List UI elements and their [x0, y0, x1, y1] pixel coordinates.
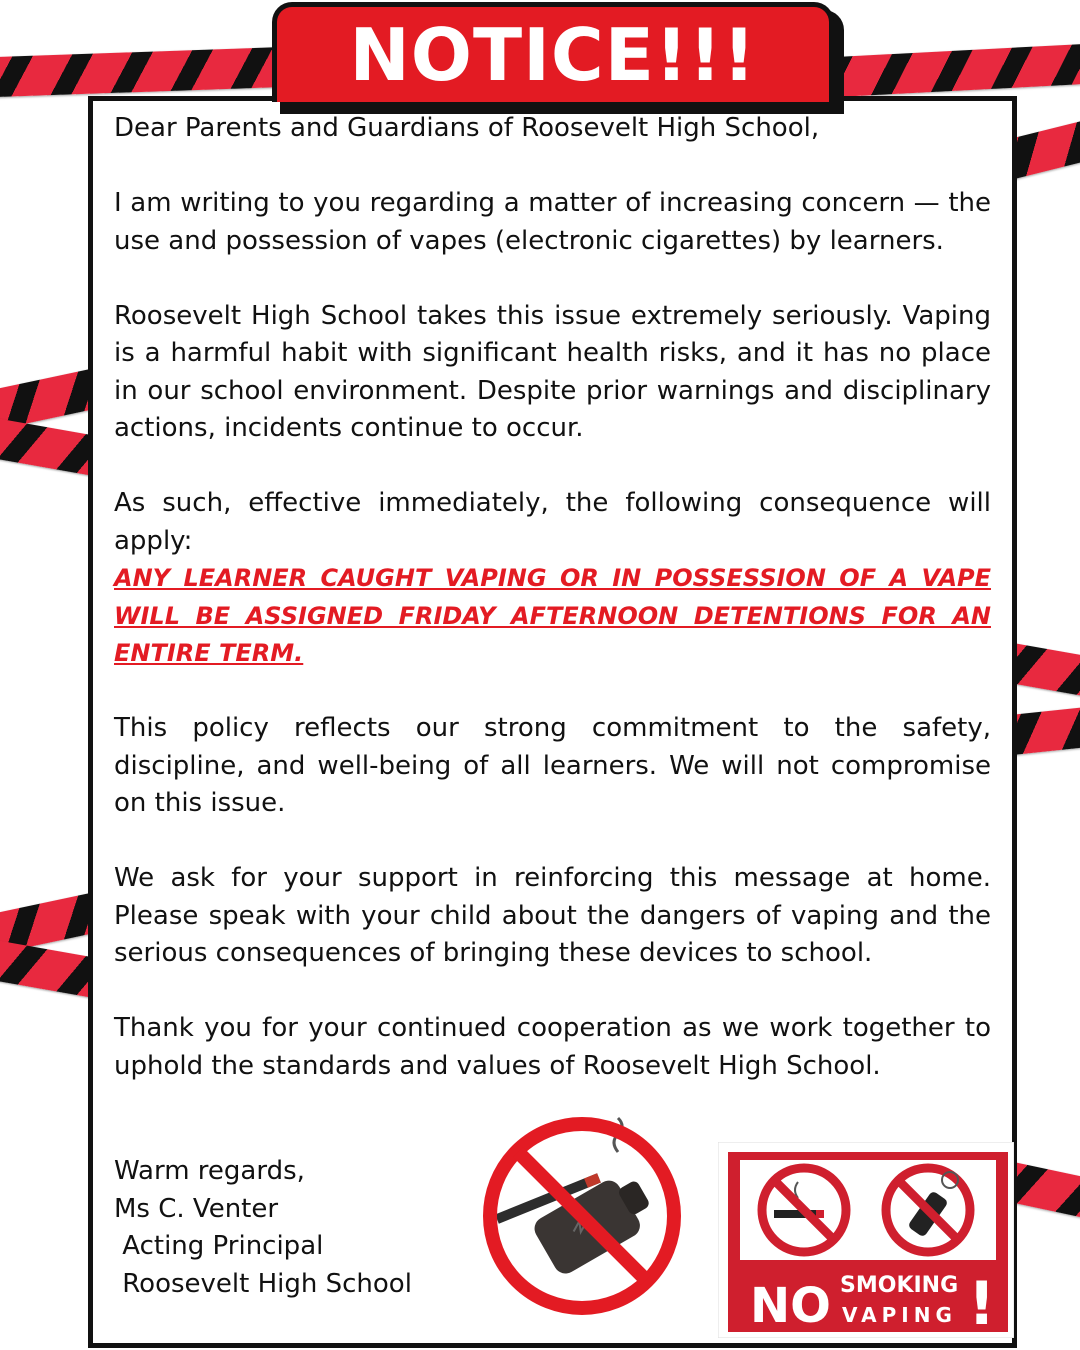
paragraph-thanks: Thank you for your continued cooperation as we work together to uphold the standards and values of Roosevelt High School. [114, 1013, 991, 1081]
signer-title: Acting Principal [114, 1231, 324, 1261]
consequence-warning: ANY LEARNER CAUGHT VAPING OR IN POSSESSION OF A VAPE WILL BE ASSIGNED FRIDAY AFTERNOON DETENTIONS FOR AN ENTIRE TERM. [114, 564, 991, 667]
signer-school: Roosevelt High School [114, 1268, 412, 1299]
notice-banner [272, 2, 834, 102]
paragraph-commitment: This policy reflects our strong commitment to the safety, discipline, and well-being of all learners. We will not compromise on this issue. [114, 713, 991, 818]
sign-smoking-text: SMOKING [840, 1273, 959, 1298]
caution-tape [829, 43, 1080, 98]
notice-title: NOTICE!!! [349, 12, 757, 97]
signer-name: Ms C. Venter [114, 1193, 279, 1224]
paragraph-seriousness: Roosevelt High School takes this issue extremely seriously. Vaping is a harmful habit with significant health risks, and it has no place in our school environment. Despite prior warnings and disciplinary actions, incidents continue to occur. [114, 300, 991, 443]
paragraph-concern: I am writing to you regarding a matter of increasing concern — the use and possession of vapes (electronic cigarettes) by learners. [114, 188, 991, 256]
salutation: Dear Parents and Guardians of Roosevelt High School, [114, 113, 820, 143]
sign-vaping-text: VAPING [842, 1303, 957, 1327]
letter-body [114, 110, 991, 1085]
sign-graphic [718, 1142, 1014, 1338]
paragraph-consequence-intro: As such, effective immediately, the following consequence will apply: [114, 488, 991, 556]
signature-block [114, 1153, 412, 1303]
no-vape-icon [478, 1112, 686, 1320]
no-smoking-no-vaping-sign [718, 1142, 1014, 1338]
caution-tape [0, 47, 291, 97]
closing: Warm regards, [114, 1156, 305, 1186]
sign-no-text: NO [750, 1278, 831, 1334]
sign-exclaim-text: ! [968, 1269, 996, 1338]
paragraph-support: We ask for your support in reinforcing this message at home. Please speak with your child about the dangers of vaping and the serious consequences of bringing these devices to school. [114, 863, 991, 968]
